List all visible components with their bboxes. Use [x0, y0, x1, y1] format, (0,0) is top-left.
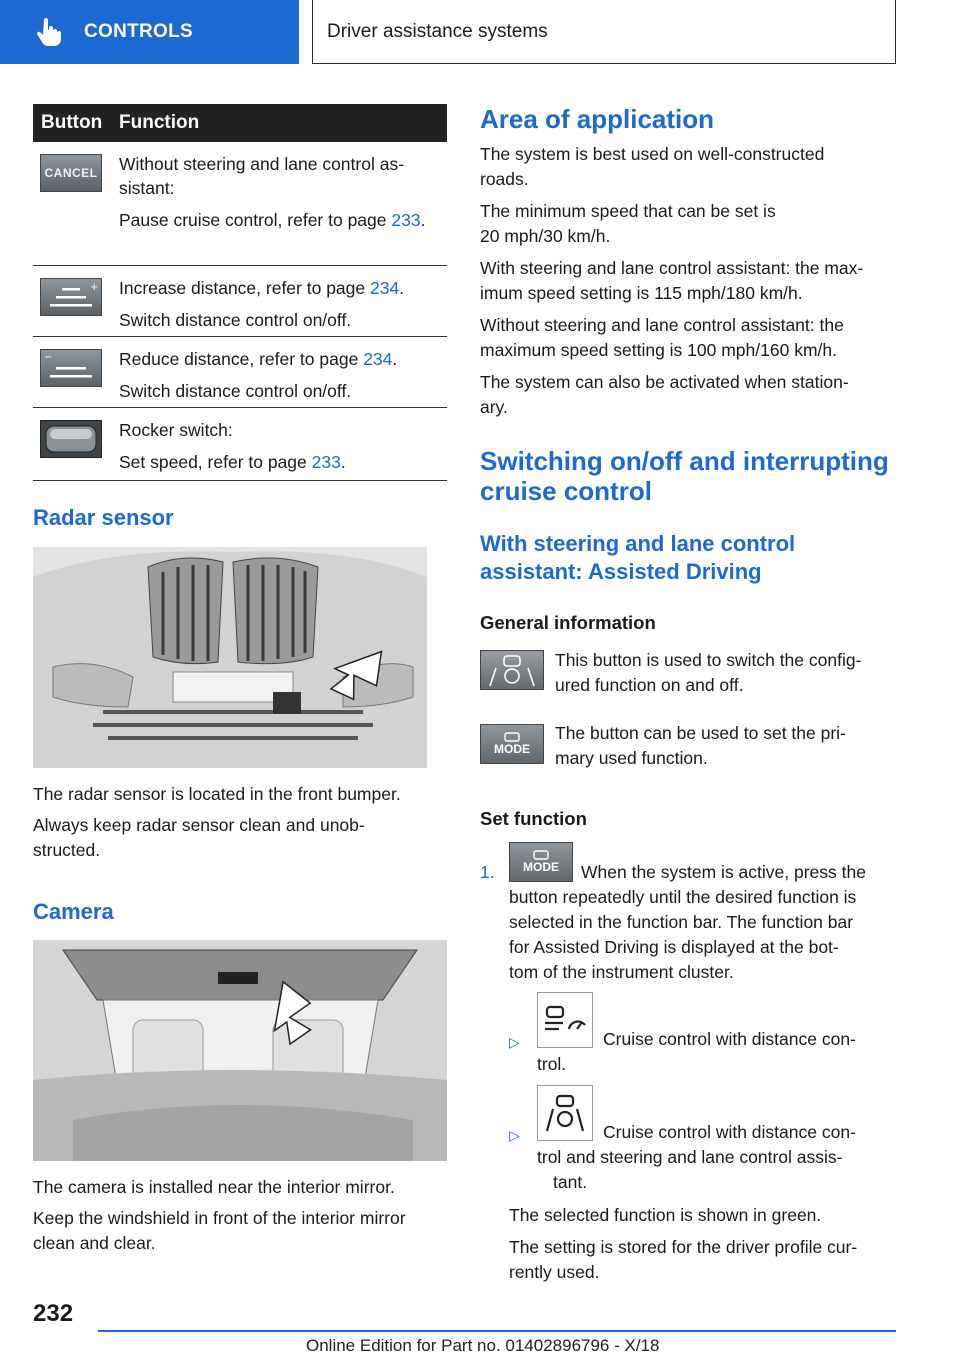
step-text: button repeatedly until the desired function is	[509, 887, 857, 907]
row-text: Pause cruise control, refer to page 233.	[119, 210, 426, 230]
camera-text-2b: clean and clear.	[33, 1233, 156, 1253]
row-text: Switch distance control on/off.	[119, 381, 352, 401]
switching-heading-b: cruise control	[480, 476, 652, 506]
general-text-2a: The button can be used to set the pri-	[555, 723, 846, 743]
step-text: When the system is active, press the	[581, 862, 866, 882]
mode-button-icon: MODE	[509, 842, 573, 882]
area-text: The system is best used on well-constructed	[480, 144, 825, 164]
row-text: Switch distance control on/off.	[119, 310, 352, 330]
camera-heading: Camera	[33, 899, 114, 924]
assisted-driving-sub-b: assistant: Assisted Driving	[480, 559, 762, 584]
row-text: Without steering and lane control as-sistant:	[119, 154, 405, 198]
table-row	[33, 337, 447, 408]
radar-sensor-image	[33, 547, 427, 768]
section-tab[interactable]	[0, 0, 299, 64]
page-number: 232	[33, 1300, 74, 1327]
row-text: Reduce distance, refer to page 234.	[119, 349, 398, 369]
bullet-text: Cruise control with distance con-	[603, 1122, 856, 1142]
step-text: for Assisted Driving is displayed at the bot-	[509, 937, 839, 957]
step-text: The setting is stored for the driver profile cur-	[509, 1237, 858, 1257]
area-text: imum speed setting is 115 mph/180 km/h.	[480, 283, 803, 303]
steering-assist-button-icon	[480, 650, 544, 690]
table-row	[33, 266, 447, 337]
area-text: roads.	[480, 169, 529, 189]
radar-text-2b: structed.	[33, 840, 101, 860]
area-text: maximum speed setting is 100 mph/160 km/h.	[480, 340, 837, 360]
bullet-text: trol.	[537, 1054, 567, 1074]
row-text: Rocker switch:	[119, 420, 233, 440]
general-text-1b: ured function on and off.	[555, 675, 744, 695]
row-text: Set speed, refer to page 233.	[119, 452, 346, 472]
table-row	[33, 408, 447, 481]
step-text: selected in the function bar. The function bar	[509, 912, 854, 932]
step-text: tom of the instrument cluster.	[509, 962, 734, 982]
area-text: ary.	[480, 397, 508, 417]
edition-footer: Online Edition for Part no. 01402896796 - X/18	[306, 1336, 660, 1355]
page-link[interactable]: 233	[391, 210, 421, 230]
row-text: Increase distance, refer to page 234.	[119, 278, 405, 298]
cruise-distance-icon	[537, 992, 593, 1048]
bullet-icon: ▷	[509, 1127, 520, 1143]
table-row	[33, 142, 447, 266]
switching-heading-a: Switching on/off and interrupting	[480, 446, 889, 476]
bullet-text: trol and steering and lane control assis-	[537, 1147, 843, 1167]
steering-assist-display-icon	[537, 1085, 593, 1141]
chapter-title: Driver assistance systems	[312, 0, 896, 64]
bullet-text: Cruise control with distance con-	[603, 1029, 856, 1049]
col-button-header: Button	[41, 112, 103, 133]
cancel-button-icon: CANCEL	[40, 154, 102, 192]
svg-text:−: −	[44, 352, 53, 363]
camera-text-2a: Keep the windshield in front of the interior mirror	[33, 1208, 406, 1228]
radar-text-1: The radar sensor is located in the front bumper.	[33, 784, 401, 804]
step-number: 1.	[480, 862, 495, 882]
area-text: 20 mph/30 km/h.	[480, 226, 611, 246]
camera-text-1: The camera is installed near the interior mirror.	[33, 1177, 395, 1197]
page-link[interactable]: 233	[311, 452, 341, 472]
page-link[interactable]: 234	[363, 349, 393, 369]
step-text: The selected function is shown in green.	[509, 1205, 822, 1225]
general-text-2b: mary used function.	[555, 748, 708, 768]
camera-image	[33, 940, 447, 1161]
footer-rule	[98, 1330, 896, 1332]
area-text: The minimum speed that can be set is	[480, 201, 776, 221]
radar-text-2a: Always keep radar sensor clean and unob-	[33, 815, 365, 835]
rocker-switch-icon	[40, 420, 102, 458]
col-function-header: Function	[119, 112, 200, 133]
set-function-heading: Set function	[480, 808, 587, 829]
assisted-driving-sub-a: With steering and lane control	[480, 531, 796, 556]
bullet-icon: ▷	[509, 1034, 520, 1050]
section-label: CONTROLS	[84, 21, 194, 42]
area-heading: Area of application	[480, 104, 715, 134]
step-text: rently used.	[509, 1262, 600, 1282]
svg-text:+: +	[90, 282, 99, 293]
area-text: With steering and lane control assistant: the max-	[480, 258, 864, 278]
page-link[interactable]: 234	[369, 278, 400, 298]
bullet-text: tant.	[553, 1172, 588, 1192]
general-text-1a: This button is used to switch the config-	[555, 650, 862, 670]
table-header	[33, 104, 447, 142]
area-text: The system can also be activated when station-	[480, 372, 849, 392]
hand-pointer-icon	[36, 18, 62, 46]
increase-distance-icon	[40, 278, 102, 316]
radar-sensor-heading: Radar sensor	[33, 505, 174, 530]
area-text: Without steering and lane control assistant: the	[480, 315, 844, 335]
button-function-table	[33, 104, 447, 481]
mode-button-icon: MODE	[480, 724, 544, 764]
reduce-distance-icon	[40, 349, 102, 387]
general-info-heading: General information	[480, 612, 656, 633]
